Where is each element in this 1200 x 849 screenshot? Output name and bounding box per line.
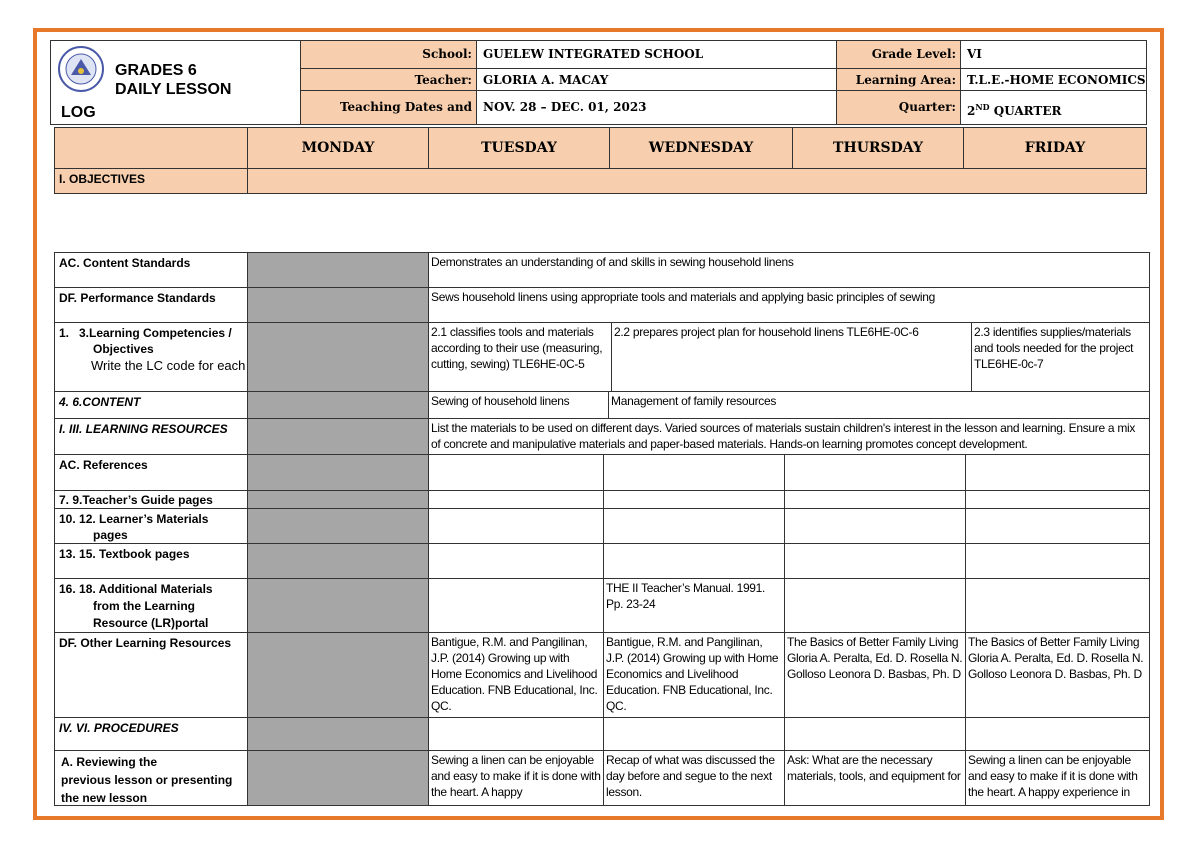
procedures-wed [784,717,966,751]
teachers-guide-thu [965,490,1150,509]
textbook-grey [247,543,429,579]
textbook-tue [603,543,785,579]
learners-materials-wed [784,508,966,544]
references-tue [603,454,785,491]
references-label: AC. References [54,454,248,491]
school-value: GUELEW INTEGRATED SCHOOL [476,40,837,69]
quarter-suffix: ND [975,102,990,112]
references-mon [428,454,604,491]
competencies-num: 1. [59,326,70,340]
other-resources-grey [247,632,429,718]
learners-materials-label-a: 10. 12. Learner’s Materials [59,512,209,526]
performance-standards-label: DF. Performance Standards [54,287,248,323]
competency-2: 2.2 prepares project plan for household linens TLE6HE-0C-6 [611,322,972,392]
additional-grey [247,578,429,633]
textbook-label: 13. 15. Textbook pages [54,543,248,579]
reviewing-label-c: the new lesson [61,791,148,805]
procedures-mon [428,717,604,751]
content-standards-label: AC. Content Standards [54,252,248,288]
learners-materials-label-b: pages [93,528,128,542]
additional-tue: THE II Teacher’s Manual. 1991. Pp. 23-24 [603,578,785,633]
additional-label-c: Resource (LR)portal [93,616,209,630]
textbook-thu [965,543,1150,579]
competencies-label-a: 3.Learning Competencies / [79,326,232,340]
teacher-value: GLORIA A. MACAY [476,68,837,91]
references-grey [247,454,429,491]
content-label: 4. 6.CONTENT [54,391,248,419]
teachers-guide-mon [428,490,604,509]
content-c2: Management of family resources [608,391,1150,419]
title-line1: GRADES 6 [115,62,197,79]
competencies-grey [247,322,429,392]
quarter-value [960,90,1147,125]
performance-standards-grey [247,287,429,323]
additional-label-a: 16. 18. Additional Materials [59,582,213,596]
reviewing-mon: Sewing a linen can be enjoyable and easy to make if it is done with the heart. A happy [428,750,604,806]
objectives-label: I. OBJECTIVES [54,168,248,194]
reviewing-label-a: A. Reviewing the [61,755,158,769]
references-wed [784,454,966,491]
other-resources-wed: The Basics of Better Family Living Gloria A. Peralta, Ed. D. Rosella N. Golloso Leonora D. Basbas, Ph. D [784,632,966,718]
learners-materials-mon [428,508,604,544]
teachers-guide-wed [784,490,966,509]
reviewing-wed: Ask: What are the necessary materials, tools, and equipment for [784,750,966,806]
learners-materials-tue [603,508,785,544]
additional-thu [965,578,1150,633]
competencies-label-b: Objectives [93,342,154,356]
grade-value: VI [960,40,1147,69]
quarter-word: QUARTER [993,104,1062,118]
deped-seal-icon [57,45,105,93]
learners-materials-grey [247,508,429,544]
competency-1: 2.1 classifies tools and materials according to their use (measuring, cutting, sewing) TLE6HE-0C-5 [428,322,612,392]
procedures-thu [965,717,1150,751]
additional-wed [784,578,966,633]
other-resources-label: DF. Other Learning Resources [54,632,248,718]
teacher-label: Teacher: [300,68,477,91]
reviewing-grey [247,750,429,806]
day-header-blank [54,127,248,169]
learning-resources-label: I. III. LEARNING RESOURCES [54,418,248,455]
title-line3: LOG [61,104,96,121]
teachers-guide-label: 7. 9.Teacher’s Guide pages [54,490,248,509]
day-friday: FRIDAY [963,127,1147,169]
objectives-band [247,168,1147,194]
dates-value: NOV. 28 – DEC. 01, 2023 [476,90,837,125]
teachers-guide-tue [603,490,785,509]
area-label: Learning Area: [836,68,961,91]
other-resources-tue: Bantigue, R.M. and Pangilinan, J.P. (2014) Growing up with Home Economics and Livelihood Education. FNB Educational, Inc. QC. [603,632,785,718]
additional-materials-label [54,578,248,633]
additional-mon [428,578,604,633]
competencies-note: Write the LC code for each [91,358,246,373]
competencies-label [54,322,248,392]
reviewing-thu: Sewing a linen can be enjoyable and easy to make if it is done with the heart. A happy experience in [965,750,1150,806]
procedures-tue [603,717,785,751]
quarter-label: Quarter: [836,90,961,125]
learners-materials-label [54,508,248,544]
area-value: T.L.E.-HOME ECONOMICS [960,68,1147,91]
school-label: School: [300,40,477,69]
procedures-label: IV. VI. PROCEDURES [54,717,248,751]
reviewing-label-b: previous lesson or presenting [61,773,233,787]
content-c1: Sewing of household linens [428,391,609,419]
performance-standards-text: Sews household linens using appropriate tools and materials and applying basic principles of sewing [428,287,1150,323]
references-thu [965,454,1150,491]
textbook-wed [784,543,966,579]
day-thursday: THURSDAY [792,127,964,169]
day-tuesday: TUESDAY [428,127,610,169]
dates-label: Teaching Dates and [300,90,477,125]
content-standards-grey [247,252,429,288]
content-grey [247,391,429,419]
day-wednesday: WEDNESDAY [609,127,793,169]
other-resources-mon: Bantigue, R.M. and Pangilinan, J.P. (2014) Growing up with Home Economics and Livelihood Education. FNB Educational, Inc. QC. [428,632,604,718]
reviewing-label [54,750,248,806]
content-standards-text: Demonstrates an understanding of and skills in sewing household linens [428,252,1150,288]
day-monday: MONDAY [247,127,429,169]
reviewing-tue: Recap of what was discussed the day before and segue to the next lesson. [603,750,785,806]
textbook-mon [428,543,604,579]
quarter-number: 2 [967,104,976,118]
learning-resources-grey [247,418,429,455]
competency-3: 2.3 identifies supplies/materials and tools needed for the project TLE6HE-0c-7 [971,322,1150,392]
additional-label-b: from the Learning [93,599,196,613]
learning-resources-text: List the materials to be used on different days. Varied sources of materials sustain children's interest in the lesson and learning. Ensure a mix of concrete and manipulative materials and paper-based materials. Hands-on learning promotes concept development. [428,418,1150,455]
other-resources-thu: The Basics of Better Family Living Gloria A. Peralta, Ed. D. Rosella N. Golloso Leonora D. Basbas, Ph. D [965,632,1150,718]
title-line2: DAILY LESSON [115,81,232,98]
grade-label: Grade Level: [836,40,961,69]
learners-materials-thu [965,508,1150,544]
teachers-guide-grey [247,490,429,509]
procedures-grey [247,717,429,751]
title-block [50,40,301,125]
